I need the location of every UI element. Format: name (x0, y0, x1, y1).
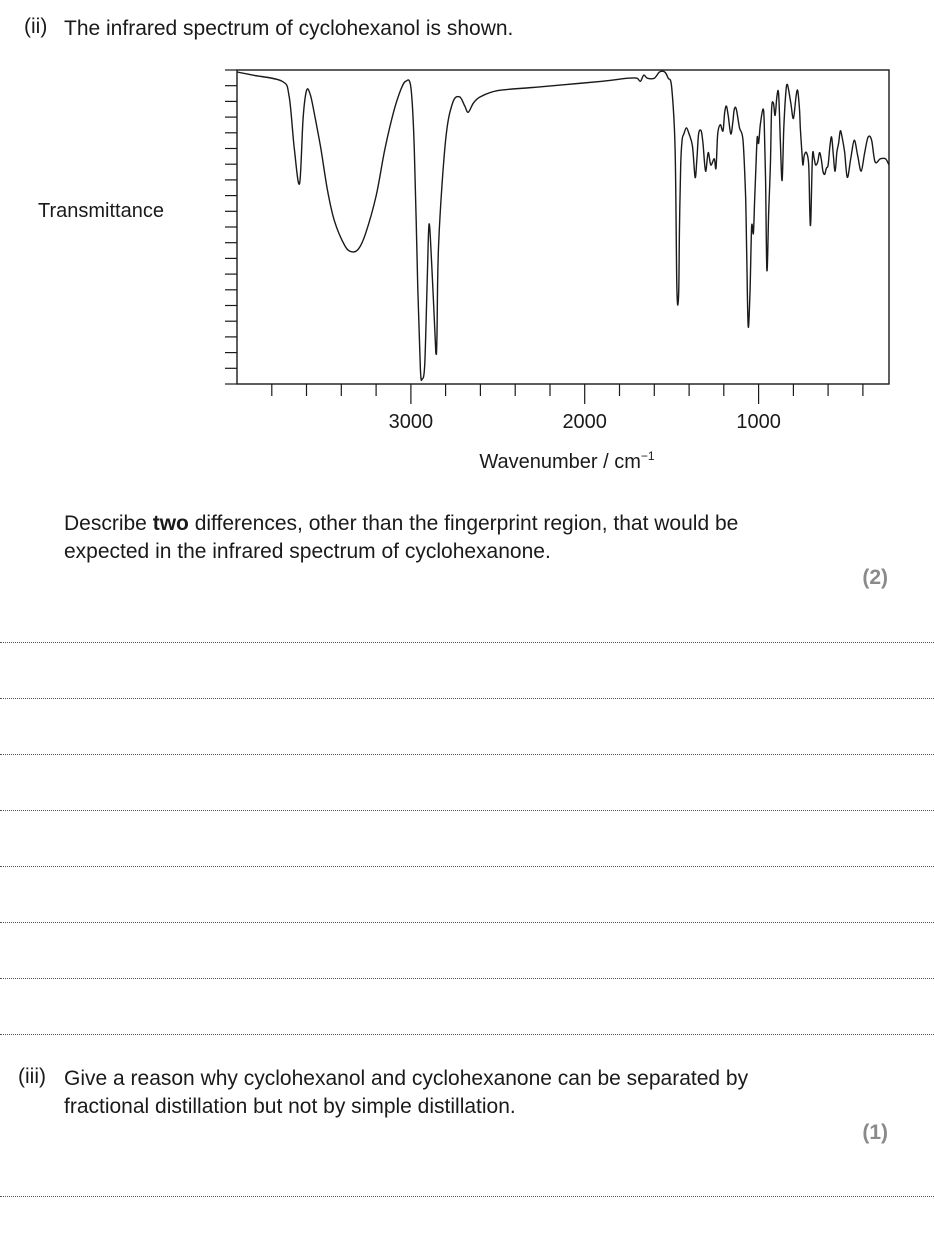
answer-line[interactable] (0, 754, 934, 755)
answer-line[interactable] (0, 810, 934, 811)
marks-indicator-iii: (1) (862, 1121, 888, 1144)
question-iii-line2: fractional distillation but not by simple distillation. (64, 1095, 516, 1118)
answer-line[interactable] (0, 642, 934, 643)
x-tick-label: 3000 (388, 411, 434, 433)
question-iii-line1: Give a reason why cyclohexanol and cyclohexanone can be separated by (64, 1067, 749, 1090)
emphasis-two: two (152, 512, 189, 535)
answer-line[interactable] (0, 922, 934, 923)
marks-indicator-ii: (2) (862, 566, 888, 589)
x-tick-label: 1000 (736, 411, 781, 433)
answer-line[interactable] (0, 1196, 934, 1197)
ir-spectrum-chart (0, 0, 934, 480)
y-axis-label: Transmittance (38, 200, 164, 222)
x-tick-label: 2000 (562, 411, 607, 433)
plot-frame (237, 70, 889, 384)
x-axis-label: Wavenumber / $cm^{-1}$ (479, 449, 655, 473)
x-axis-label-superscript: −1 (640, 449, 655, 463)
x-axis-tick-labels (389, 411, 781, 433)
describe-prompt-line2: expected in the infrared spectrum of cyclohexanone. (64, 540, 551, 563)
answer-line[interactable] (0, 866, 934, 867)
question-ii-text: The infrared spectrum of cyclohexanol is shown. (64, 17, 514, 40)
y-axis-ticks (225, 70, 237, 384)
describe-prompt-line1: Describe two differences, other than the fingerprint region, that would be (64, 512, 739, 535)
answer-line[interactable] (0, 698, 934, 699)
answer-line[interactable] (0, 1034, 934, 1035)
spectrum-line (237, 71, 889, 380)
question-number-ii: (ii) (24, 15, 48, 38)
x-axis-ticks (272, 384, 863, 404)
answer-line[interactable] (0, 978, 934, 979)
question-number-iii: (iii) (18, 1065, 46, 1088)
